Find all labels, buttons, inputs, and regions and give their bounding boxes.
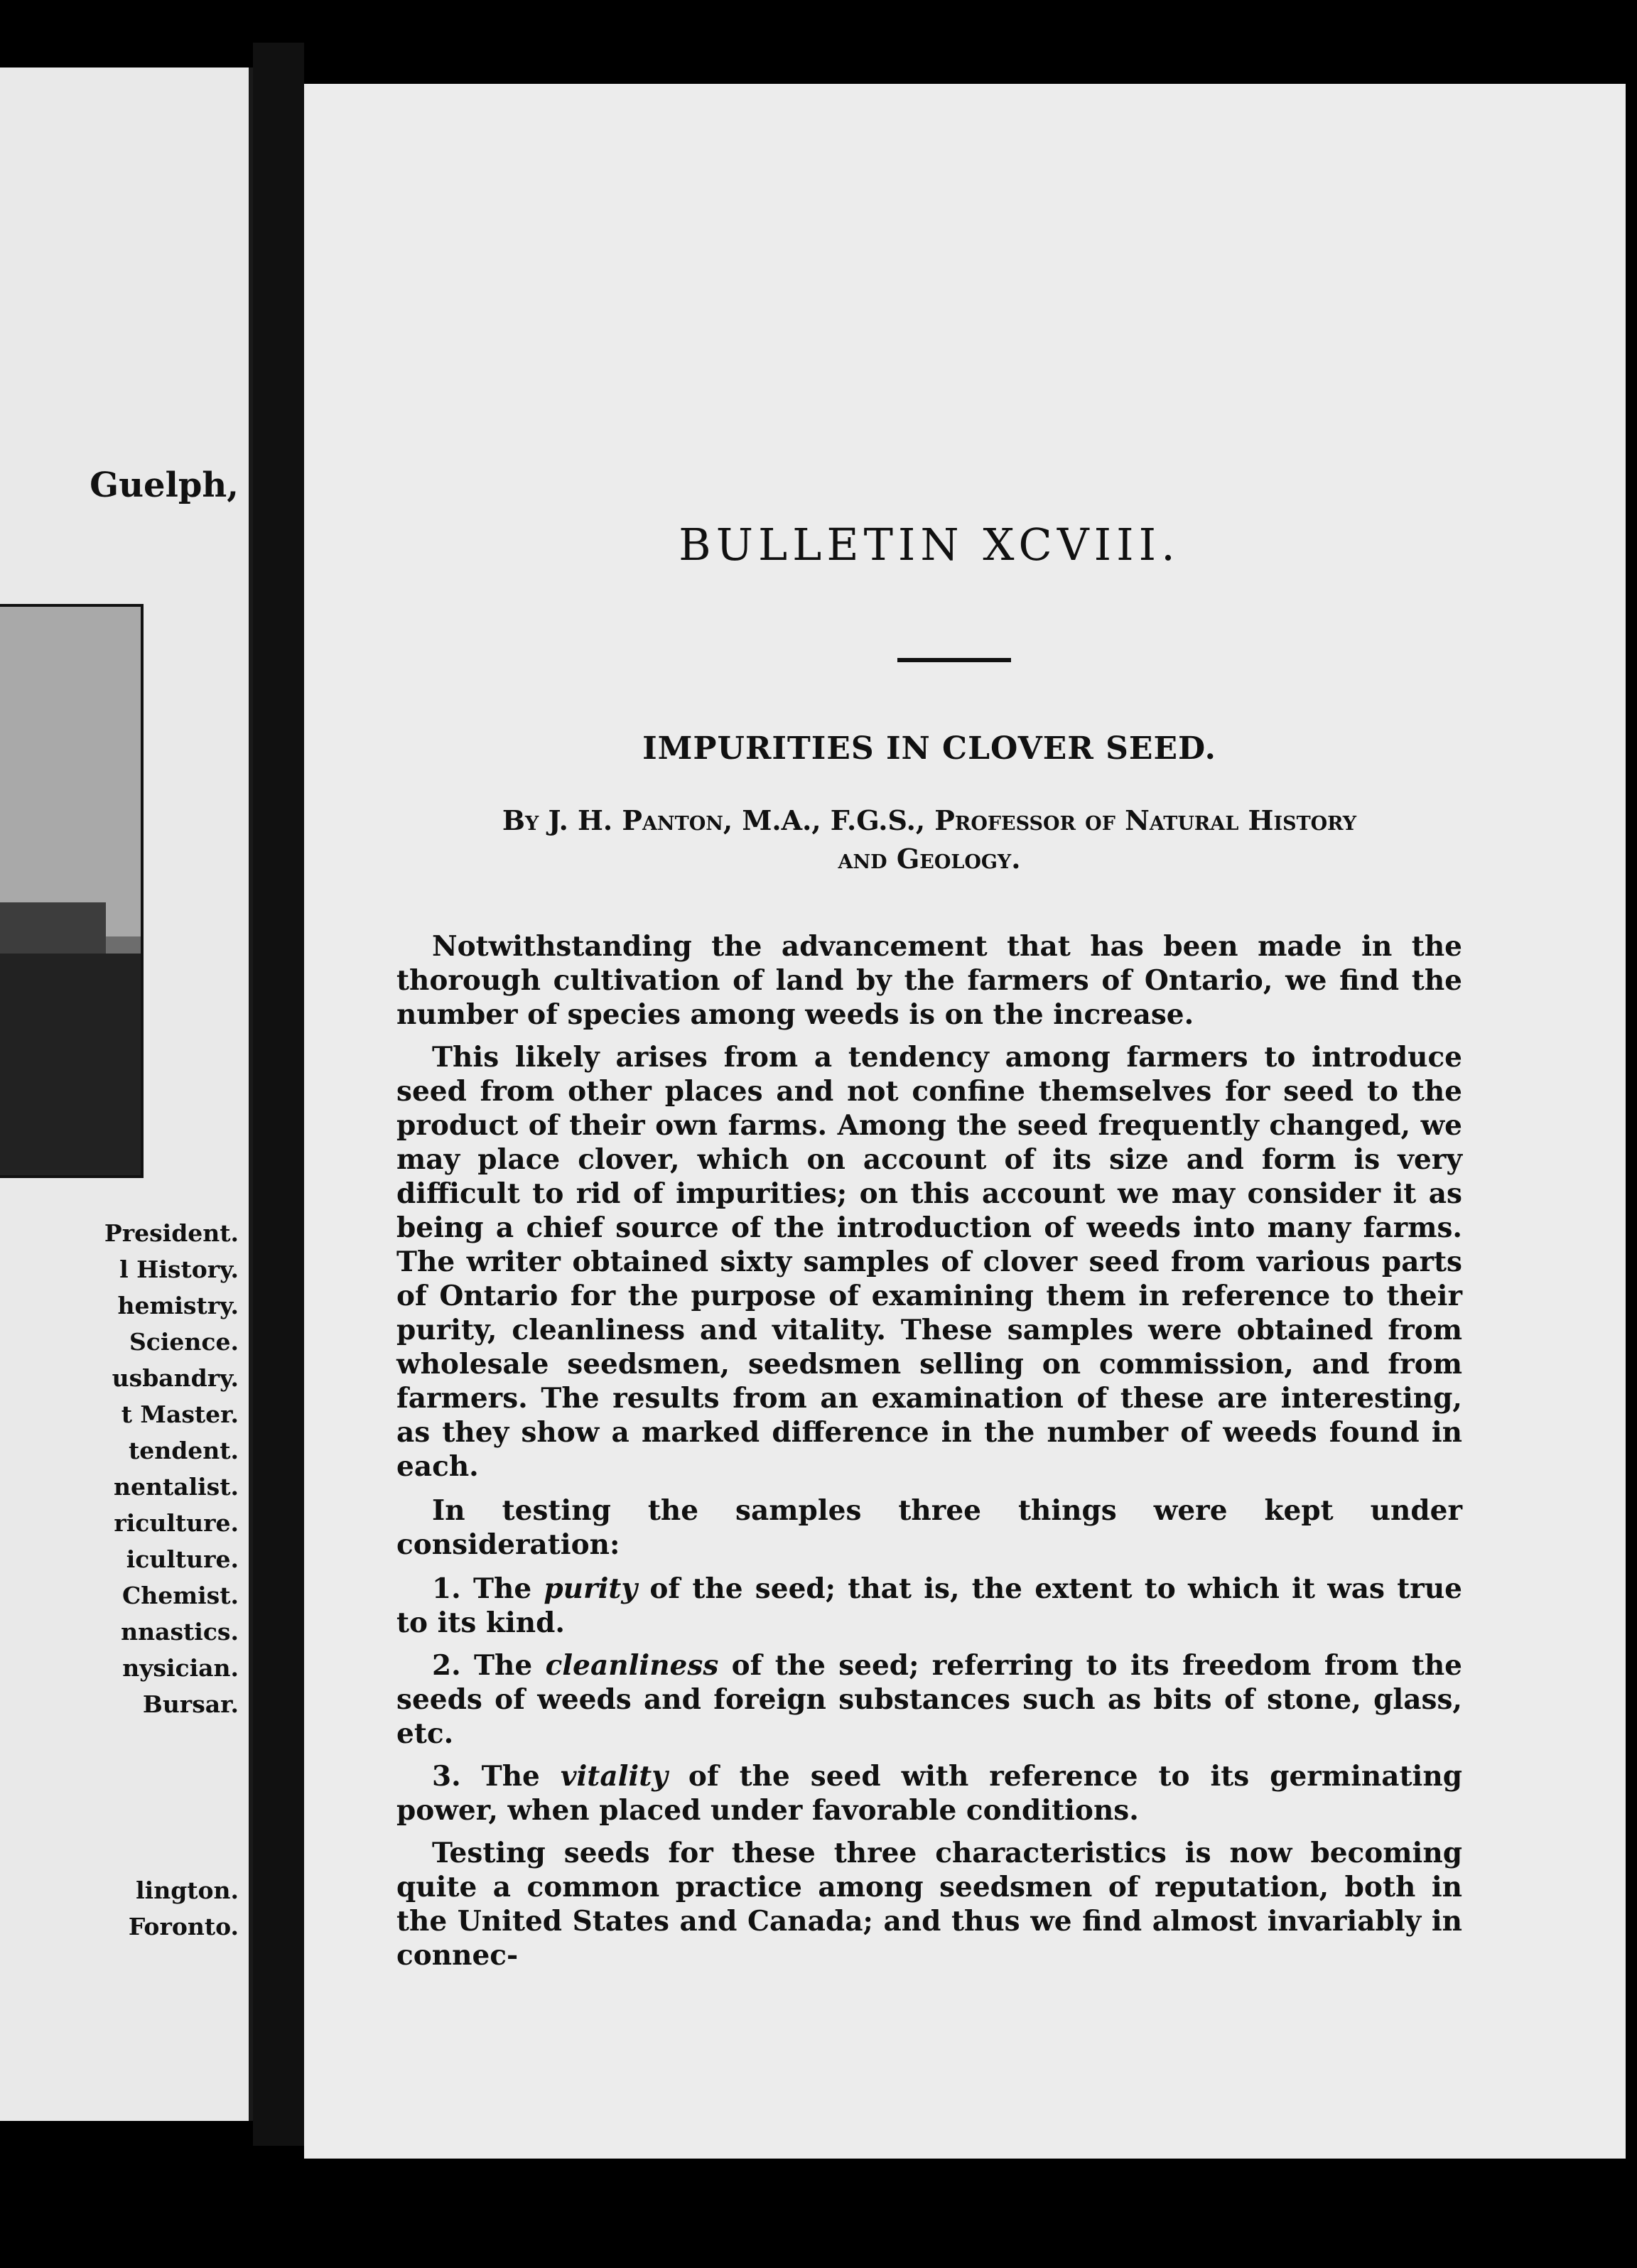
staff-title: t Master. <box>121 1400 239 1428</box>
paragraph-4: Testing seeds for these three characteristics is now becoming quite a common practice among seedsmen of reputation, both in the United States and Canada; and thus we find almost invariably in connec- <box>396 1837 1462 1972</box>
article-body <box>396 929 1462 1981</box>
staff-title: nysician. <box>122 1654 239 1682</box>
staff-title: nnastics. <box>121 1618 239 1646</box>
list-item-cleanliness <box>396 1648 1462 1751</box>
staff-title: usbandry. <box>112 1364 239 1392</box>
byline-line-1: By J. H. Panton, M.A., F.G.S., Professor of Natural History <box>502 804 1357 836</box>
staff-title: tendent. <box>128 1437 239 1464</box>
list-item-vitality <box>396 1759 1462 1827</box>
emphasis-cleanliness: cleanliness <box>545 1649 719 1682</box>
emphasis-purity: purity <box>544 1572 638 1605</box>
staff-title: Science. <box>129 1328 239 1356</box>
staff-title: iculture. <box>126 1545 239 1573</box>
list-item-lead: 2. The <box>432 1649 546 1682</box>
staff-title: hemistry. <box>117 1292 239 1319</box>
list-item-text: of the seed; referring to its freedom from the seeds of weeds and foreign substances such as bits of stone, glass, etc. <box>396 1649 1462 1750</box>
paragraph-3: In testing the samples three things were kept under consideration: <box>396 1494 1462 1561</box>
left-bottom-line: Foronto. <box>128 1913 239 1940</box>
left-page <box>0 68 253 2121</box>
paragraph-2: This likely arises from a tendency among farmers to introduce seed from other places and not confine themselves for seed to the product of their own farms. Among the seed frequently changed, we may place clover, which on account of its size and form is very difficult to rid of impurities; on this account we may consider it as being a chief source of the introduction of weeds into many farms. The writer obtained sixty samples of clover seed from various parts of Ontario for the purpose of examining them in reference to their purity, cleanliness and vitality. These samples were obtained from wholesale seedsmen, seedsmen selling on commission, and from farmers. The results from an examination of these are interesting, as they show a marked difference in the number of weeds found in each. <box>396 1041 1462 1483</box>
staff-title: nentalist. <box>114 1473 239 1501</box>
staff-title: Bursar. <box>142 1690 239 1718</box>
staff-title: l History. <box>119 1256 239 1283</box>
list-item-lead: 1. The <box>432 1572 544 1605</box>
staff-list <box>104 1215 239 1722</box>
emphasis-vitality: vitality <box>560 1760 668 1793</box>
byline-line-2: and Geology. <box>838 843 1021 875</box>
title-divider <box>897 658 1011 662</box>
list-item-text: of the seed; that is, the extent to which it was true to its kind. <box>396 1572 1462 1639</box>
left-bottom-line: lington. <box>136 1876 239 1904</box>
list-item-purity <box>396 1572 1462 1640</box>
photo-sky <box>0 607 141 936</box>
staff-title: Chemist. <box>121 1582 239 1609</box>
paragraph-1: Notwithstanding the advancement that has been made in the thorough cultivation of land by the farmers of Ontario, we find the number of species among weeds is on the increase. <box>396 930 1462 1031</box>
article-title: IMPURITIES IN CLOVER SEED. <box>642 730 1216 767</box>
photo-ground <box>0 954 141 1175</box>
bulletin-number: BULLETIN XCVIII. <box>679 519 1180 571</box>
main-page <box>304 84 1626 2159</box>
photo-buildings <box>0 902 106 954</box>
byline <box>396 801 1462 878</box>
book-gutter <box>253 43 304 2146</box>
left-page-heading: Guelph, <box>90 465 239 505</box>
left-page-bottom <box>129 1872 239 1945</box>
list-item-text: of the seed with reference to its germinating power, when placed under favorable conditions. <box>396 1760 1462 1827</box>
list-item-lead: 3. The <box>432 1760 561 1793</box>
staff-title: riculture. <box>114 1509 239 1537</box>
staff-title: President. <box>104 1219 239 1247</box>
college-photo <box>0 604 144 1178</box>
